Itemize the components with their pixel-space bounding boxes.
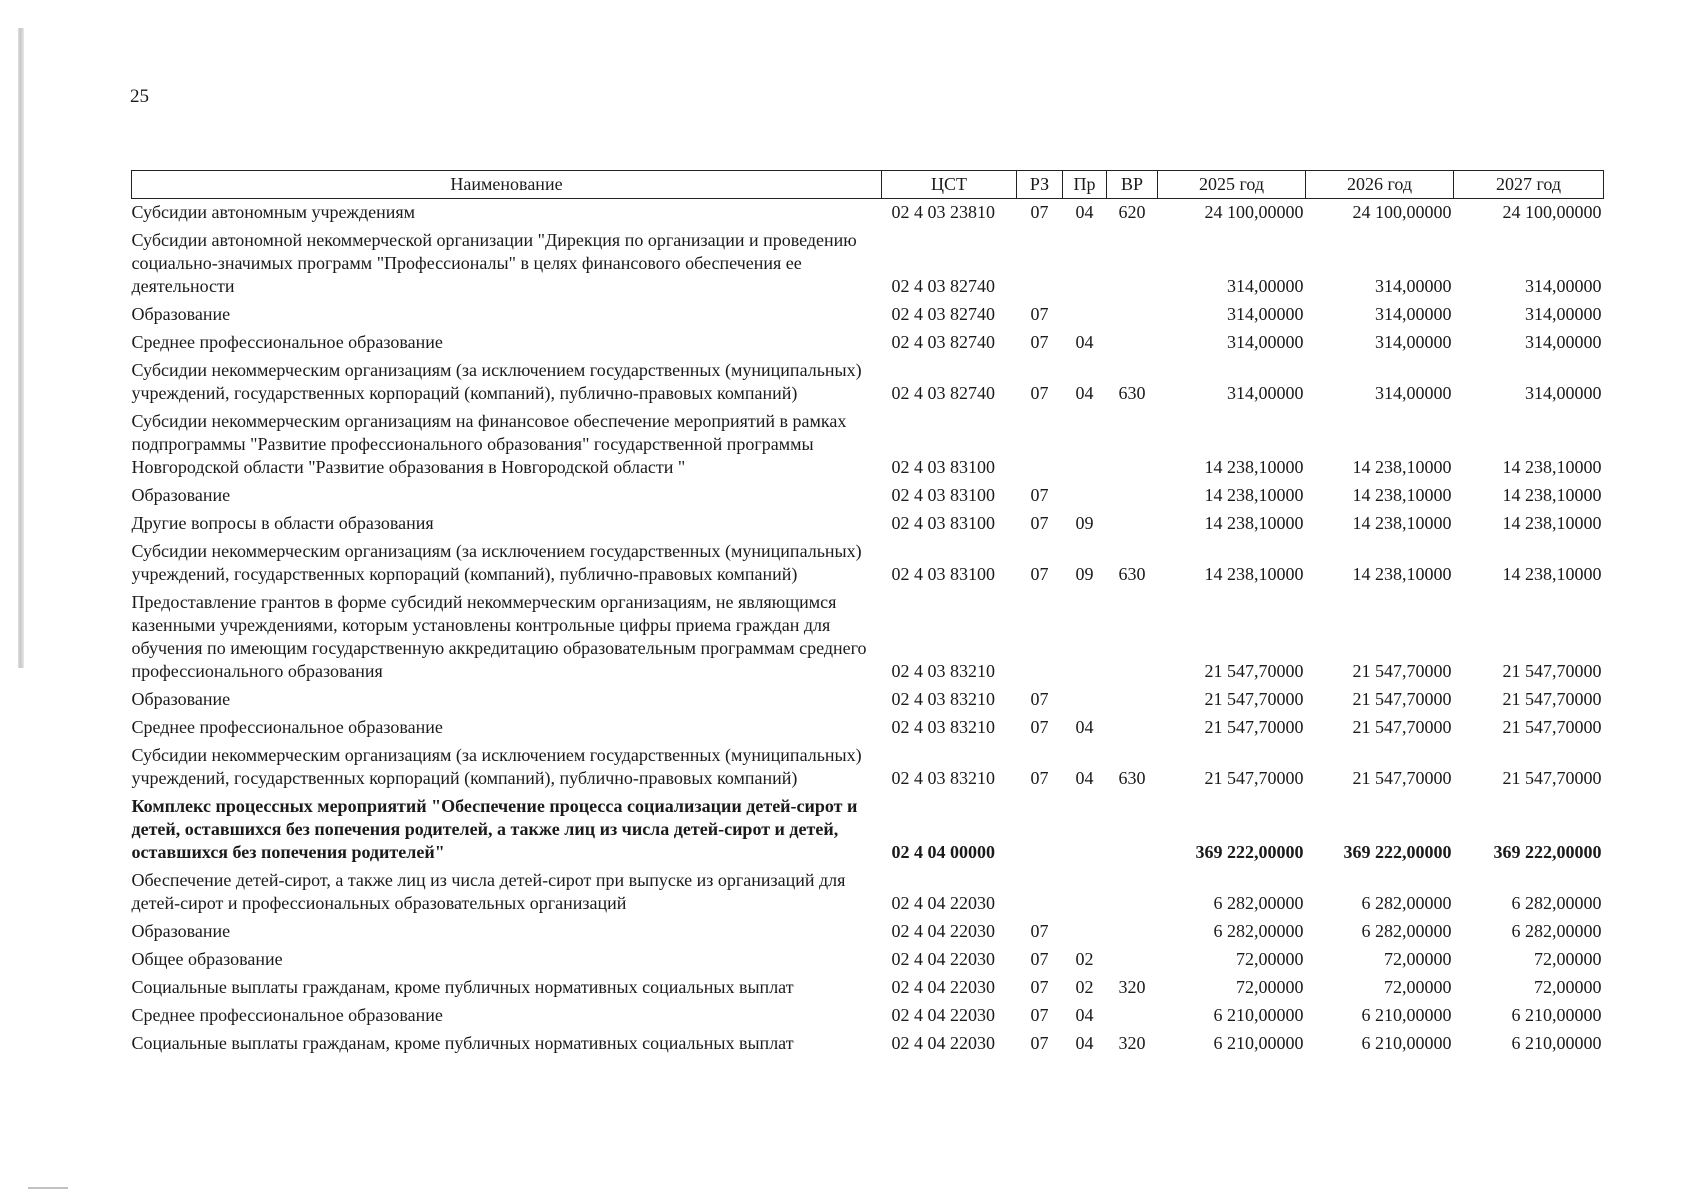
- row-2026: 314,00000: [1375, 383, 1452, 403]
- row-pr: [1063, 301, 1107, 329]
- row-rz: 07: [1030, 1033, 1049, 1053]
- row-2027: 72,00000: [1534, 949, 1602, 969]
- row-2027: 6 210,00000: [1511, 1005, 1602, 1025]
- header-pr: Пр: [1063, 171, 1107, 199]
- row-2025: 14 238,10000: [1204, 564, 1304, 584]
- row-vr: 630: [1118, 768, 1146, 788]
- row-name: Среднее профессиональное образование: [131, 332, 443, 352]
- row-2025: 21 547,70000: [1204, 717, 1304, 737]
- row-vr: [1107, 227, 1158, 301]
- row-name: Другие вопросы в области образования: [131, 513, 434, 533]
- row-vr: [1107, 301, 1158, 329]
- row-2025: 6 210,00000: [1213, 1005, 1304, 1025]
- header-2027: 2027 год: [1454, 171, 1604, 199]
- row-2027: 14 238,10000: [1502, 485, 1602, 505]
- row-cst: 02 4 04 22030: [891, 921, 995, 941]
- row-2027: 6 282,00000: [1511, 921, 1602, 941]
- row-pr: 09: [1075, 513, 1094, 533]
- row-2026: 14 238,10000: [1352, 457, 1452, 477]
- row-pr: [1063, 589, 1107, 686]
- row-2025: 24 100,00000: [1204, 202, 1304, 222]
- row-pr: 04: [1075, 202, 1094, 222]
- row-cst: 02 4 04 22030: [891, 949, 995, 969]
- row-2025: 14 238,10000: [1204, 457, 1304, 477]
- row-2026: 72,00000: [1384, 949, 1452, 969]
- row-name: Субсидии некоммерческим организациям (за исключением государственных (муниципальных) учреждений, государственных корпораций (компаний), публично-правовых компаний): [131, 541, 862, 584]
- row-vr: [1107, 686, 1158, 714]
- row-2026: 24 100,00000: [1352, 202, 1452, 222]
- row-rz: 07: [1030, 921, 1049, 941]
- row-vr: [1107, 1002, 1158, 1030]
- row-2026: 21 547,70000: [1352, 689, 1452, 709]
- row-2025: 6 282,00000: [1213, 921, 1304, 941]
- table-row: [132, 974, 1604, 1002]
- row-rz: [1017, 227, 1063, 301]
- row-name: Социальные выплаты гражданам, кроме публичных нормативных социальных выплат: [131, 977, 794, 997]
- row-pr: [1063, 227, 1107, 301]
- row-cst: 02 4 04 22030: [891, 893, 995, 913]
- header-2025: 2025 год: [1158, 171, 1306, 199]
- row-2027: 21 547,70000: [1502, 661, 1602, 681]
- row-2027: 24 100,00000: [1502, 202, 1602, 222]
- row-rz: 07: [1030, 383, 1049, 403]
- row-2025: 369 222,00000: [1195, 842, 1304, 862]
- table-row: [132, 538, 1604, 589]
- row-rz: 07: [1030, 202, 1049, 222]
- row-2026: 21 547,70000: [1352, 661, 1452, 681]
- table-body: [132, 199, 1604, 1059]
- row-2025: 14 238,10000: [1204, 513, 1304, 533]
- row-2026: 21 547,70000: [1352, 768, 1452, 788]
- row-pr: 04: [1075, 768, 1094, 788]
- table-row: [132, 686, 1604, 714]
- row-cst: 02 4 03 83210: [891, 689, 995, 709]
- row-vr: 620: [1118, 202, 1146, 222]
- scan-mark-artifact: [28, 1187, 68, 1189]
- table-row: [132, 589, 1604, 686]
- row-vr: 320: [1118, 977, 1146, 997]
- row-name: Социальные выплаты гражданам, кроме публичных нормативных социальных выплат: [131, 1033, 794, 1053]
- row-2025: 21 547,70000: [1204, 689, 1304, 709]
- table-row: [132, 227, 1604, 301]
- row-2026: 6 210,00000: [1361, 1033, 1452, 1053]
- row-2026: 314,00000: [1375, 304, 1452, 324]
- row-2026: 6 210,00000: [1361, 1005, 1452, 1025]
- row-rz: 07: [1030, 1005, 1049, 1025]
- row-vr: [1107, 867, 1158, 918]
- row-rz: [1017, 793, 1063, 867]
- row-cst: 02 4 03 83100: [891, 513, 995, 533]
- row-2027: 314,00000: [1525, 304, 1602, 324]
- row-vr: [1107, 482, 1158, 510]
- row-name: Среднее профессиональное образование: [131, 1005, 443, 1025]
- row-pr: 04: [1075, 1005, 1094, 1025]
- table-row: [132, 867, 1604, 918]
- header-rz: РЗ: [1017, 171, 1063, 199]
- row-2025: 314,00000: [1227, 332, 1304, 352]
- row-2025: 72,00000: [1236, 949, 1304, 969]
- row-2027: 6 210,00000: [1511, 1033, 1602, 1053]
- table-row: [132, 510, 1604, 538]
- row-2025: 314,00000: [1227, 304, 1304, 324]
- table-row: [132, 793, 1604, 867]
- row-pr: [1063, 793, 1107, 867]
- table-row: [132, 1002, 1604, 1030]
- table-row: [132, 714, 1604, 742]
- row-cst: 02 4 03 83210: [891, 661, 995, 681]
- row-2025: 21 547,70000: [1204, 661, 1304, 681]
- table-row: [132, 199, 1604, 228]
- row-rz: 07: [1030, 977, 1049, 997]
- row-2026: 314,00000: [1375, 276, 1452, 296]
- row-vr: 630: [1118, 383, 1146, 403]
- row-name: Обеспечение детей-сирот, а также лиц из числа детей-сирот при выпуске из организаций для детей-сирот и профессиональных образовательных организаций: [131, 870, 846, 913]
- row-name: Среднее профессиональное образование: [131, 717, 443, 737]
- row-cst: 02 4 03 83210: [891, 717, 995, 737]
- row-cst: 02 4 03 83100: [891, 485, 995, 505]
- row-vr: [1107, 946, 1158, 974]
- row-rz: 07: [1030, 768, 1049, 788]
- row-cst: 02 4 04 00000: [891, 842, 995, 862]
- table-row: [132, 918, 1604, 946]
- row-2027: 314,00000: [1525, 383, 1602, 403]
- row-2025: 21 547,70000: [1204, 768, 1304, 788]
- row-cst: 02 4 03 83100: [891, 457, 995, 477]
- row-cst: 02 4 03 83100: [891, 564, 995, 584]
- row-2027: 14 238,10000: [1502, 457, 1602, 477]
- row-pr: [1063, 482, 1107, 510]
- row-name: Общее образование: [131, 949, 283, 969]
- row-name: Субсидии некоммерческим организациям на финансовое обеспечение мероприятий в рамках подпрограммы "Развитие профессионального образования" государственной программы Новгородской области "Развитие образования в Новгородской области ": [131, 411, 847, 477]
- row-2027: 314,00000: [1525, 276, 1602, 296]
- row-rz: 07: [1030, 564, 1049, 584]
- row-pr: 04: [1075, 383, 1094, 403]
- row-rz: 07: [1030, 717, 1049, 737]
- page-number: 25: [130, 86, 149, 107]
- row-vr: [1107, 918, 1158, 946]
- row-2025: 314,00000: [1227, 383, 1304, 403]
- row-cst: 02 4 04 22030: [891, 977, 995, 997]
- row-pr: 02: [1075, 949, 1094, 969]
- row-pr: 09: [1075, 564, 1094, 584]
- row-2027: 14 238,10000: [1502, 513, 1602, 533]
- row-2026: 14 238,10000: [1352, 485, 1452, 505]
- row-vr: [1107, 408, 1158, 482]
- row-cst: 02 4 04 22030: [891, 1005, 995, 1025]
- row-vr: [1107, 329, 1158, 357]
- row-rz: 07: [1030, 689, 1049, 709]
- table-header-row: [132, 171, 1604, 199]
- row-name: Образование: [131, 304, 231, 324]
- row-2027: 369 222,00000: [1493, 842, 1602, 862]
- row-2025: 14 238,10000: [1204, 485, 1304, 505]
- row-rz: 07: [1030, 949, 1049, 969]
- row-vr: [1107, 714, 1158, 742]
- row-vr: 320: [1118, 1033, 1146, 1053]
- row-2025: 314,00000: [1227, 276, 1304, 296]
- table-row: [132, 482, 1604, 510]
- row-pr: 04: [1075, 717, 1094, 737]
- row-name: Субсидии автономным учреждениям: [131, 202, 416, 222]
- row-name: Предоставление грантов в форме субсидий некоммерческим организациям, не являющимся казенными учреждениями, которым установлены контрольные цифры приема граждан для обучения по имеющим государственную аккредитацию образовательным программам среднего профессионального образования: [131, 592, 867, 681]
- row-pr: [1063, 918, 1107, 946]
- row-rz: [1017, 408, 1063, 482]
- header-vr: ВР: [1107, 171, 1158, 199]
- row-vr: 630: [1118, 564, 1146, 584]
- row-name: Субсидии некоммерческим организациям (за исключением государственных (муниципальных) учреждений, государственных корпораций (компаний), публично-правовых компаний): [131, 745, 862, 788]
- row-2027: 72,00000: [1534, 977, 1602, 997]
- table-row: [132, 329, 1604, 357]
- row-cst: 02 4 03 82740: [891, 383, 995, 403]
- table-row: [132, 408, 1604, 482]
- row-cst: 02 4 03 23810: [891, 202, 995, 222]
- row-2027: 314,00000: [1525, 332, 1602, 352]
- row-2025: 72,00000: [1236, 977, 1304, 997]
- row-pr: [1063, 408, 1107, 482]
- row-2027: 21 547,70000: [1502, 689, 1602, 709]
- row-name: Образование: [131, 921, 231, 941]
- row-2026: 314,00000: [1375, 332, 1452, 352]
- row-cst: 02 4 04 22030: [891, 1033, 995, 1053]
- row-name: Образование: [131, 689, 231, 709]
- row-vr: [1107, 510, 1158, 538]
- row-pr: 04: [1075, 332, 1094, 352]
- row-name: Субсидии автономной некоммерческой организации "Дирекция по организации и проведению социально-значимых программ "Профессионалы" в целях финансового обеспечения ее деятельности: [131, 230, 857, 296]
- row-cst: 02 4 03 83210: [891, 768, 995, 788]
- row-2027: 6 282,00000: [1511, 893, 1602, 913]
- row-name: Комплекс процессных мероприятий "Обеспечение процесса социализации детей-сирот и детей, оставшихся без попечения родителей, а также лиц из числа детей-сирот и детей, оставшихся без попечения родителей": [131, 796, 858, 862]
- row-rz: [1017, 867, 1063, 918]
- row-cst: 02 4 03 82740: [891, 276, 995, 296]
- header-2026: 2026 год: [1306, 171, 1454, 199]
- row-pr: [1063, 867, 1107, 918]
- row-2025: 6 210,00000: [1213, 1033, 1304, 1053]
- row-2027: 21 547,70000: [1502, 717, 1602, 737]
- row-2026: 6 282,00000: [1361, 921, 1452, 941]
- row-name: Образование: [131, 485, 231, 505]
- header-name: Наименование: [132, 171, 882, 199]
- row-2026: 21 547,70000: [1352, 717, 1452, 737]
- row-pr: [1063, 686, 1107, 714]
- row-2026: 14 238,10000: [1352, 564, 1452, 584]
- row-cst: 02 4 03 82740: [891, 304, 995, 324]
- header-cst: ЦСТ: [882, 171, 1017, 199]
- row-rz: 07: [1030, 332, 1049, 352]
- row-2026: 6 282,00000: [1361, 893, 1452, 913]
- row-vr: [1107, 589, 1158, 686]
- table-row: [132, 357, 1604, 408]
- row-2027: 14 238,10000: [1502, 564, 1602, 584]
- budget-table: [131, 170, 1604, 1058]
- table-row: [132, 1030, 1604, 1058]
- scan-edge-artifact: [18, 28, 24, 668]
- row-vr: [1107, 793, 1158, 867]
- row-2025: 6 282,00000: [1213, 893, 1304, 913]
- row-2027: 21 547,70000: [1502, 768, 1602, 788]
- row-rz: 07: [1030, 304, 1049, 324]
- row-2026: 72,00000: [1384, 977, 1452, 997]
- table-row: [132, 742, 1604, 793]
- row-2026: 14 238,10000: [1352, 513, 1452, 533]
- row-pr: 02: [1075, 977, 1094, 997]
- row-pr: 04: [1075, 1033, 1094, 1053]
- row-cst: 02 4 03 82740: [891, 332, 995, 352]
- table-row: [132, 301, 1604, 329]
- row-rz: 07: [1030, 485, 1049, 505]
- table-row: [132, 946, 1604, 974]
- row-rz: 07: [1030, 513, 1049, 533]
- row-rz: [1017, 589, 1063, 686]
- row-2026: 369 222,00000: [1343, 842, 1452, 862]
- row-name: Субсидии некоммерческим организациям (за исключением государственных (муниципальных) учреждений, государственных корпораций (компаний), публично-правовых компаний): [131, 360, 862, 403]
